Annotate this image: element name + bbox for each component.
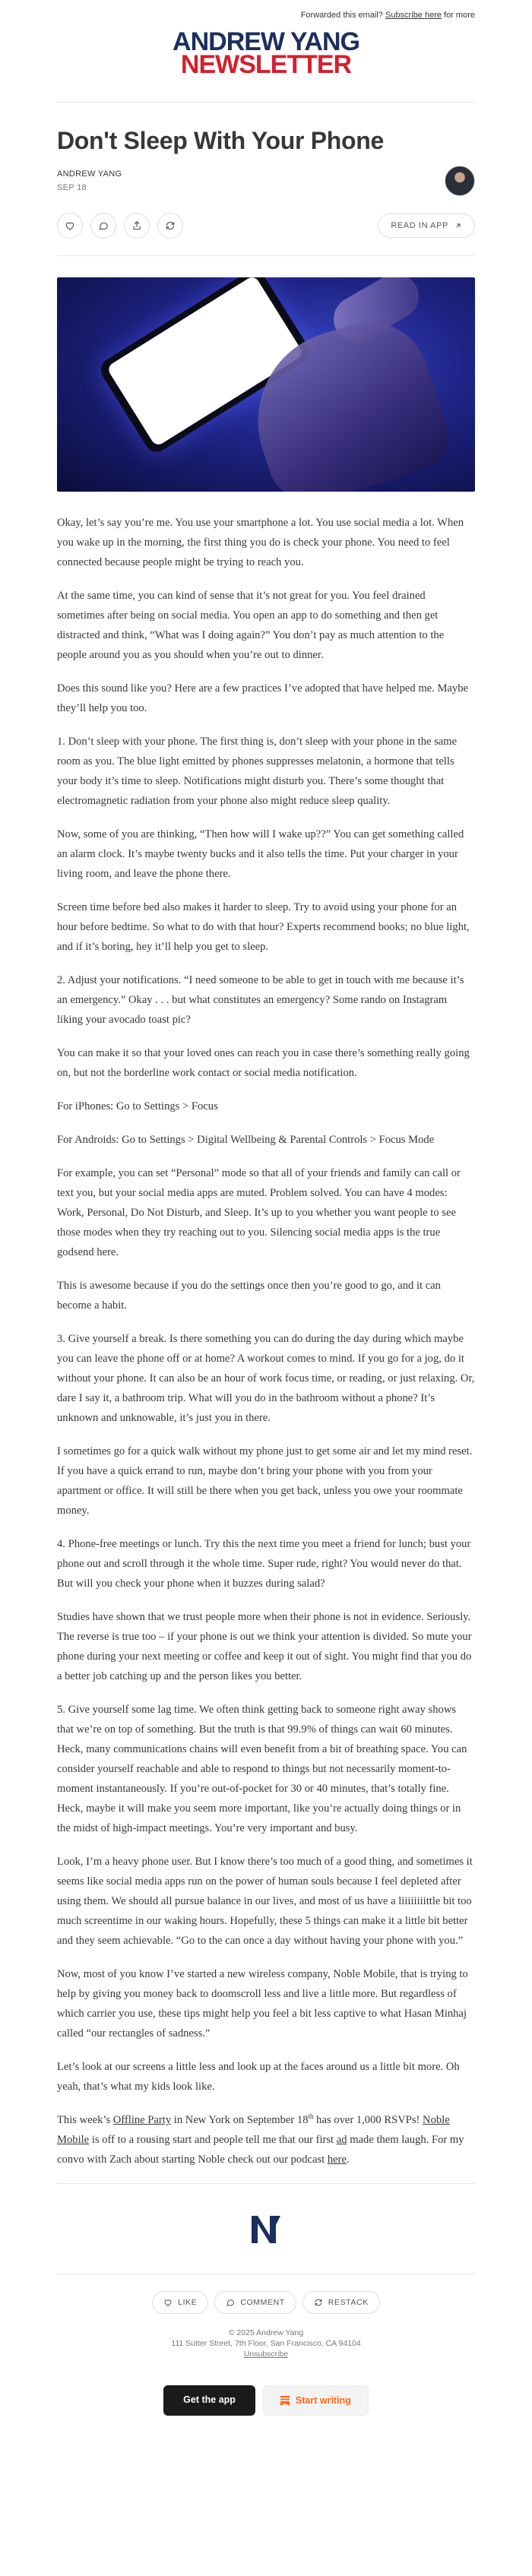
paragraph: 3. Give yourself a break. Is there something you can do during the day during which maybe you can leave the phone off or at home? A workout comes to mind. If you go for a jog, do it without your phone. It can also be an hour of work focus time, or reading, or just relaxing. Or, dare I say it, a bathroom trip. What will you do in the bathroom without a phone? It’s unknown and unknowable, it’s just you in there. <box>57 1333 475 1424</box>
restack-button[interactable] <box>157 213 183 239</box>
arrow-up-right-icon <box>454 222 462 229</box>
footer-actions <box>57 2291 475 2314</box>
paragraph: At the same time, you can kind of sense that it’s not great for you. You feel drained sometimes after being on social media. You open an app to do something and then get distracted and think, “What was I doing again?” You don’t pay as much attention to the people around you as you should when you’re out to dinner. <box>57 590 445 661</box>
closing-text: . <box>346 2154 350 2166</box>
paragraph: 5. Give yourself some lag time. We often think getting back to someone right away shows that we’re on top of something. But the truth is that 99.9% of things can wait 60 minutes. Heck, many communications chains will even benefit from a bit of breathing space. You can consider yourself reachable and able to respond to things but not necessarily moment-to-moment instantaneously. If you’re out-of-pocket for 30 or 40 minutes, that’s totally fine. Heck, maybe it will make you seem more important, like you’re actually doing things or in the midst of high-impact meetings. You’re very important and busy. <box>57 1704 467 1834</box>
heart-icon <box>163 2298 173 2307</box>
read-in-app-label: READ IN APP <box>391 221 448 230</box>
post-body <box>57 513 475 2169</box>
footer-comment-button[interactable] <box>214 2291 296 2314</box>
forwarded-tail: for more <box>441 11 475 20</box>
paragraph: Studies have shown that we trust people more when their phone is not in evidence. Seriously. The reverse is true too – if your phone is out we think your attention is divided. So mute your phone during your next meeting or coffee and keep it out of sight. You might find that you do a better job catching up and the person likes you better. <box>57 1611 472 1682</box>
post-date: SEP 18 <box>57 183 87 192</box>
paragraph: Look, I’m a heavy phone user. But I know there’s too much of a good thing, and sometimes it seems like social media apps run on the power of human souls because I feel depleted after using them. We should all pursue balance in our lives, and most of us have a liiiiiiiittle bit too much screentime in our waking hours. Hopefully, these 5 things can make it a little bit better and they seem achievable. “Go to the can once a day without having your phone with you.” <box>57 1856 473 1947</box>
read-in-app-button[interactable] <box>378 214 475 238</box>
paragraph: Okay, let’s say you’re me. You use your smartphone a lot. You use social media a lot. When you wake up in the morning, the first thing you do is check your phone. You need to feel connected because people might be trying to reach you. <box>57 517 464 568</box>
footer-restack-button[interactable] <box>302 2291 380 2314</box>
closing-text: in New York on September 18 <box>171 2114 309 2126</box>
closing-paragraph <box>57 2110 475 2169</box>
logo-line-2: NEWSLETTER <box>180 50 352 79</box>
hero-image[interactable] <box>57 277 475 492</box>
logo-line-1: ANDREW YANG <box>173 27 359 56</box>
ad-link[interactable]: ad <box>336 2134 347 2146</box>
paragraph: 4. Phone-free meetings or lunch. Try this the next time you meet a friend for lunch; bust your phone out and scroll through it the whole time. Super rude, right? You would never do that. But will you check your phone when it buzzes during salad? <box>57 1538 471 1590</box>
heart-icon <box>65 220 75 231</box>
divider <box>57 2183 475 2184</box>
paragraph: For Androids: Go to Settings > Digital Wellbeing & Parental Controls > Focus Mode <box>57 1134 435 1146</box>
start-writing-label: Start writing <box>295 2395 351 2406</box>
comment-icon <box>98 220 109 231</box>
footer-copyright <box>57 2328 475 2359</box>
noble-mobile-link[interactable]: Noble Mobile <box>57 2114 450 2146</box>
offline-party-link[interactable]: Offline Party <box>112 2114 172 2126</box>
footer-cta <box>57 2385 475 2438</box>
avatar[interactable] <box>445 166 475 196</box>
footer-like-button[interactable] <box>152 2291 208 2314</box>
paragraph: Screen time before bed also makes it harder to sleep. Try to avoid using your phone for an hour before bedtime. So what to do with that hour? Experts recommend books; no blue light, and if it’s boring, hey it’ll help you get to sleep. <box>57 901 470 953</box>
share-icon <box>131 220 142 231</box>
start-writing-button[interactable] <box>263 2385 369 2416</box>
closing-text: made them laugh. For my convo with Zach about starting Noble check out our podcast <box>57 2134 464 2166</box>
like-button[interactable] <box>57 213 83 239</box>
restack-label: RESTACK <box>328 2298 369 2307</box>
address-text: 111 Sutter Street, 7th Floor, San Francisco, CA 94104 <box>171 2339 361 2348</box>
closing-text: This week’s <box>57 2114 113 2126</box>
closing-text: has over 1,000 RSVPs! <box>313 2114 423 2126</box>
post-meta <box>57 166 475 196</box>
post-title[interactable]: Don't Sleep With Your Phone <box>57 127 385 154</box>
paragraph: For iPhones: Go to Settings > Focus <box>57 1100 218 1112</box>
closing-text: is off to a rousing start and people tell me that our first <box>89 2134 337 2146</box>
email-container <box>57 0 475 2438</box>
divider <box>57 102 475 103</box>
paragraph: Does this sound like you? Here are a few practices I’ve adopted that have helped me. Maybe they’ll help you too. <box>57 682 468 714</box>
comment-label: COMMENT <box>240 2298 285 2307</box>
like-label: LIKE <box>178 2298 198 2307</box>
action-bar <box>57 213 475 239</box>
share-button[interactable] <box>124 213 150 239</box>
forwarded-line <box>57 0 475 23</box>
paragraph: Now, most of you know I’ve started a new wireless company, Noble Mobile, that is trying to help by giving you money back to doomscroll less and live a little more. But regardless of which carrier you use, these tips might help you feel a bit less captive to what Hasan Minhaj called “our rectangles of sadness.” <box>57 1968 468 2040</box>
paragraph: Let’s look at our screens a little less and look up at the faces around us a little bit more. Oh yeah, that’s what my kids look like. <box>57 2061 460 2093</box>
restack-icon <box>165 220 176 231</box>
restack-icon <box>314 2298 323 2307</box>
forwarded-text: Forwarded this email? <box>300 11 385 20</box>
paragraph: Now, some of you are thinking, “Then how will I wake up??” You can get something called an alarm clock. It’s maybe twenty bucks and it also tells the time. Put your charger in your living room, and leave the phone there. <box>57 828 464 880</box>
podcast-link[interactable]: here <box>327 2154 347 2166</box>
signature-logo <box>57 2210 475 2248</box>
subscribe-link[interactable]: Subscribe here <box>385 11 442 20</box>
paragraph: For example, you can set “Personal” mode so that all of your friends and family can call or text you, but your social media apps are muted. Problem solved. You can have 4 modes: Work, Personal, Do Not Disturb, and Sleep. It’s up to you whether you want people to see those modes when they try reaching out to you. Silencing social media apps is the true godsend here. <box>57 1167 461 1258</box>
ordinal-suffix: th <box>308 2112 314 2121</box>
paragraph: 2. Adjust your notifications. “I need someone to be able to get in touch with me because it’s an emergency.” Okay . . . but what constitutes an emergency? Some rando on Instagram liking your avocado toast pic? <box>57 974 464 1026</box>
divider <box>57 255 475 256</box>
signature-mark-icon <box>247 2210 285 2248</box>
paragraph: 1. Don’t sleep with your phone. The first thing is, don’t sleep with your phone in the same room as you. The blue light emitted by phones suppresses melatonin, a hormone that tells your body it’s time to sleep. Notifications might disturb you. There’s some thought that electromagnetic radiation from your phone also might reduce sleep quality. <box>57 736 458 807</box>
comment-button[interactable] <box>90 213 116 239</box>
copyright-text: © 2025 Andrew Yang <box>228 2328 304 2337</box>
unsubscribe-link[interactable]: Unsubscribe <box>243 2350 289 2359</box>
paragraph: This is awesome because if you do the settings once then you’re good to go, and it can become a habit. <box>57 1280 441 1312</box>
newsletter-logo[interactable] <box>57 29 475 78</box>
paragraph: I sometimes go for a quick walk without my phone just to get some air and let my mind reset. If you have a quick errand to run, maybe don’t bring your phone with you from your apartment or office. It will still be there when you get back, unless you owe your roommate money. <box>57 1445 473 1517</box>
get-the-app-button[interactable]: Get the app <box>163 2385 255 2416</box>
comment-icon <box>226 2298 235 2307</box>
author-name[interactable]: ANDREW YANG <box>57 169 122 179</box>
paragraph: You can make it so that your loved ones can reach you in case there’s something really going on, but not the borderline work contact or social media notification. <box>57 1047 470 1079</box>
substack-icon <box>280 2396 290 2406</box>
